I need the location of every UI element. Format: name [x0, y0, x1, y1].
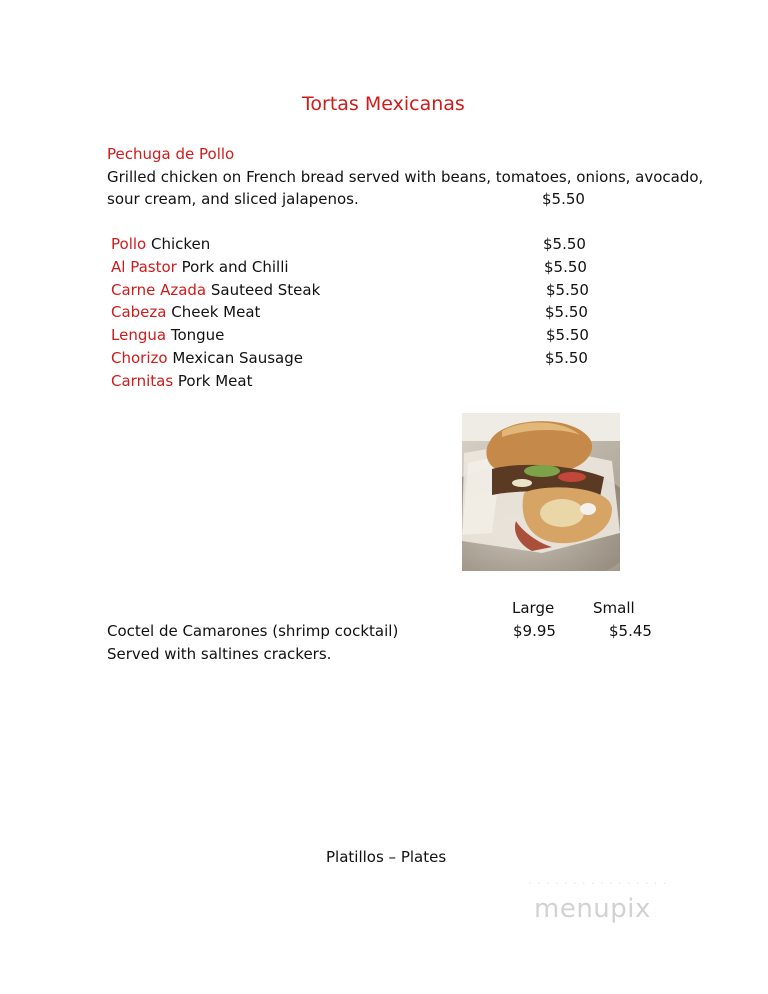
item-english-name: Chicken [150, 235, 211, 253]
item-english-name: Sauteed Steak [210, 281, 321, 299]
featured-item-name: Pechuga de Pollo [107, 145, 235, 163]
item-spanish-name: Chorizo [111, 349, 168, 367]
cocktail-price-large: $9.95 [513, 622, 556, 640]
torta-photo [462, 413, 620, 571]
item-price: $5.50 [546, 281, 589, 299]
cocktail-price-small: $5.45 [609, 622, 652, 640]
item-price: $5.50 [545, 303, 588, 321]
featured-description-line2: sour cream, and sliced jalapenos. [107, 190, 359, 208]
item-english-name: Mexican Sausage [172, 349, 303, 367]
cocktail-name: Coctel de Camarones (shrimp cocktail) [107, 622, 399, 640]
menu-title: Tortas Mexicanas [302, 93, 465, 115]
item-english-name: Tongue [170, 326, 225, 344]
plates-heading: Platillos – Plates [326, 848, 447, 866]
list-item [111, 347, 303, 369]
item-price: $5.50 [544, 258, 587, 276]
list-item [111, 279, 320, 301]
list-item [111, 301, 260, 323]
column-header-small: Small [593, 599, 635, 617]
list-item [111, 256, 289, 278]
item-spanish-name: Pollo [111, 235, 147, 253]
featured-description-line1: Grilled chicken on French bread served with beans, tomatoes, onions, avocado, [107, 168, 704, 186]
list-item [111, 233, 210, 255]
item-spanish-name: Al Pastor [111, 258, 177, 276]
item-english-name: Pork and Chilli [181, 258, 289, 276]
item-english-name: Cheek Meat [171, 303, 261, 321]
item-price: $5.50 [543, 235, 586, 253]
watermark-faint-line: · · · · · · · · · · · · · · · · [528, 877, 668, 890]
item-spanish-name: Carne Azada [111, 281, 207, 299]
item-spanish-name: Lengua [111, 326, 167, 344]
item-english-name: Pork Meat [177, 372, 253, 390]
item-price: $5.50 [546, 326, 589, 344]
column-header-large: Large [512, 599, 555, 617]
item-price: $5.50 [545, 349, 588, 367]
item-spanish-name: Cabeza [111, 303, 167, 321]
item-spanish-name: Carnitas [111, 372, 174, 390]
watermark-logo: menupix [534, 894, 651, 924]
list-item [111, 324, 224, 346]
featured-price: $5.50 [542, 190, 585, 208]
cocktail-note: Served with saltines crackers. [107, 645, 332, 663]
list-item [111, 370, 252, 392]
